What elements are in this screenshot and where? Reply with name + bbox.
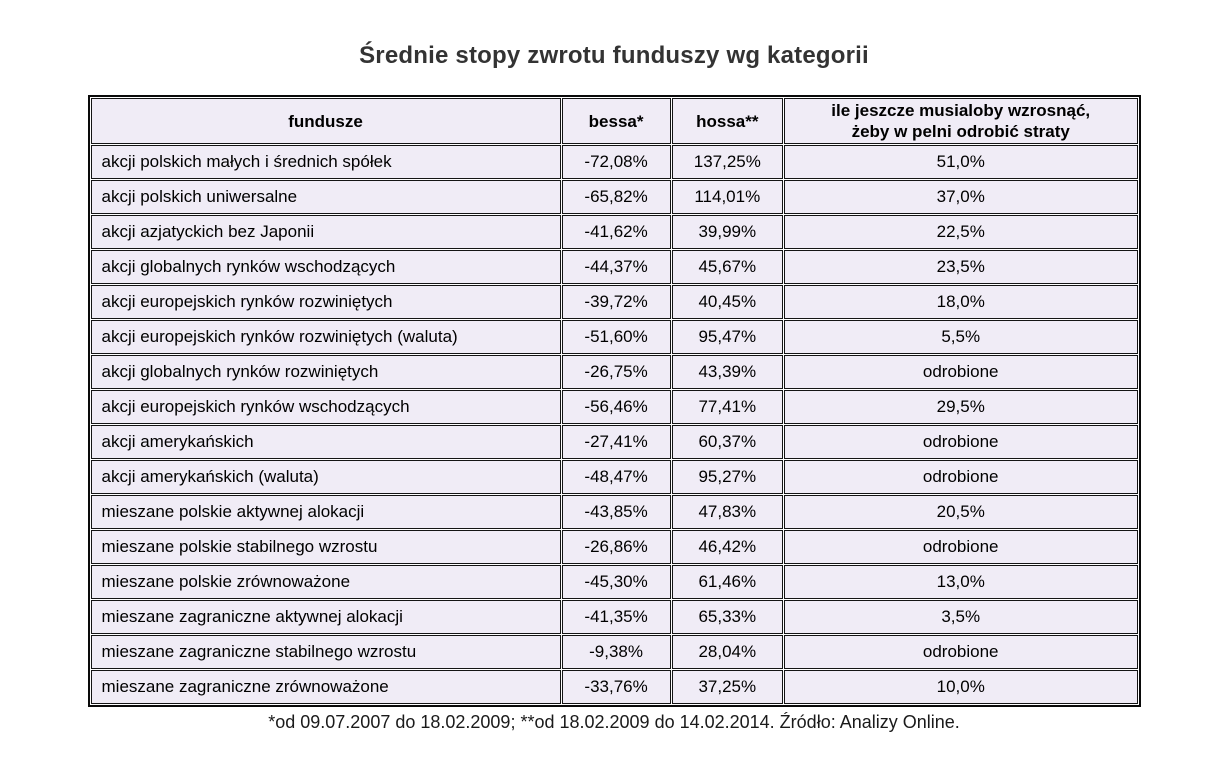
cell-bessa: -72,08%: [562, 145, 671, 179]
table-row: [91, 635, 1138, 669]
cell-fund-name: akcji polskich małych i średnich spółek: [91, 145, 561, 179]
cell-bessa: -26,86%: [562, 530, 671, 564]
cell-recovery: 37,0%: [784, 180, 1138, 214]
cell-hossa: 95,47%: [672, 320, 783, 354]
cell-fund-name: akcji amerykańskich (waluta): [91, 460, 561, 494]
cell-fund-name: akcji globalnych rynków wschodzących: [91, 250, 561, 284]
table-row: [91, 600, 1138, 634]
cell-fund-name: mieszane zagraniczne zrównoważone: [91, 670, 561, 704]
cell-bessa: -48,47%: [562, 460, 671, 494]
cell-recovery: 29,5%: [784, 390, 1138, 424]
cell-bessa: -51,60%: [562, 320, 671, 354]
table-header-row: [91, 98, 1138, 144]
cell-fund-name: akcji globalnych rynków rozwiniętych: [91, 355, 561, 389]
table-row: [91, 565, 1138, 599]
table-row: [91, 425, 1138, 459]
header-recovery-line2: żeby w pelni odrobić straty: [851, 122, 1070, 141]
table-row: [91, 530, 1138, 564]
cell-fund-name: akcji europejskich rynków rozwiniętych (waluta): [91, 320, 561, 354]
cell-fund-name: akcji europejskich rynków wschodzących: [91, 390, 561, 424]
header-cell-bessa: bessa*: [562, 98, 671, 144]
cell-recovery: 5,5%: [784, 320, 1138, 354]
cell-hossa: 61,46%: [672, 565, 783, 599]
cell-hossa: 137,25%: [672, 145, 783, 179]
cell-recovery: odrobione: [784, 635, 1138, 669]
table-row: [91, 460, 1138, 494]
cell-bessa: -33,76%: [562, 670, 671, 704]
cell-hossa: 45,67%: [672, 250, 783, 284]
cell-bessa: -44,37%: [562, 250, 671, 284]
table-row: [91, 670, 1138, 704]
cell-recovery: 20,5%: [784, 495, 1138, 529]
cell-bessa: -65,82%: [562, 180, 671, 214]
funds-table-body: [91, 145, 1138, 704]
cell-bessa: -56,46%: [562, 390, 671, 424]
header-cell-fundusze: fundusze: [91, 98, 561, 144]
header-recovery-line1: ile jeszcze musialoby wzrosnąć,: [831, 101, 1091, 120]
cell-fund-name: mieszane zagraniczne stabilnego wzrostu: [91, 635, 561, 669]
cell-recovery: 51,0%: [784, 145, 1138, 179]
header-cell-recovery: [784, 98, 1138, 144]
cell-bessa: -41,35%: [562, 600, 671, 634]
cell-hossa: 77,41%: [672, 390, 783, 424]
cell-hossa: 46,42%: [672, 530, 783, 564]
cell-bessa: -9,38%: [562, 635, 671, 669]
cell-bessa: -43,85%: [562, 495, 671, 529]
cell-hossa: 43,39%: [672, 355, 783, 389]
cell-bessa: -26,75%: [562, 355, 671, 389]
cell-bessa: -27,41%: [562, 425, 671, 459]
cell-hossa: 28,04%: [672, 635, 783, 669]
cell-hossa: 60,37%: [672, 425, 783, 459]
table-row: [91, 355, 1138, 389]
cell-bessa: -45,30%: [562, 565, 671, 599]
cell-fund-name: akcji europejskich rynków rozwiniętych: [91, 285, 561, 319]
cell-recovery: 13,0%: [784, 565, 1138, 599]
table-row: [91, 495, 1138, 529]
cell-recovery: 22,5%: [784, 215, 1138, 249]
cell-hossa: 39,99%: [672, 215, 783, 249]
cell-recovery: odrobione: [784, 460, 1138, 494]
table-row: [91, 285, 1138, 319]
cell-recovery: odrobione: [784, 355, 1138, 389]
cell-recovery: 23,5%: [784, 250, 1138, 284]
cell-recovery: 18,0%: [784, 285, 1138, 319]
table-row: [91, 215, 1138, 249]
table-row: [91, 145, 1138, 179]
cell-hossa: 37,25%: [672, 670, 783, 704]
cell-fund-name: akcji azjatyckich bez Japonii: [91, 215, 561, 249]
cell-bessa: -39,72%: [562, 285, 671, 319]
cell-hossa: 95,27%: [672, 460, 783, 494]
cell-hossa: 65,33%: [672, 600, 783, 634]
cell-fund-name: mieszane polskie zrównoważone: [91, 565, 561, 599]
table-row: [91, 180, 1138, 214]
cell-hossa: 40,45%: [672, 285, 783, 319]
table-row: [91, 250, 1138, 284]
footnote: *od 09.07.2007 do 18.02.2009; **od 18.02.2009 do 14.02.2014. Źródło: Analizy Online.: [268, 712, 960, 732]
cell-fund-name: akcji amerykańskich: [91, 425, 561, 459]
cell-fund-name: akcji polskich uniwersalne: [91, 180, 561, 214]
cell-fund-name: mieszane polskie stabilnego wzrostu: [91, 530, 561, 564]
cell-fund-name: mieszane polskie aktywnej alokacji: [91, 495, 561, 529]
table-row: [91, 320, 1138, 354]
header-cell-hossa: hossa**: [672, 98, 783, 144]
cell-recovery: odrobione: [784, 425, 1138, 459]
table-row: [91, 390, 1138, 424]
cell-recovery: 3,5%: [784, 600, 1138, 634]
cell-fund-name: mieszane zagraniczne aktywnej alokacji: [91, 600, 561, 634]
cell-recovery: 10,0%: [784, 670, 1138, 704]
page-title: Średnie stopy zwrotu funduszy wg kategorii: [359, 42, 869, 69]
cell-hossa: 47,83%: [672, 495, 783, 529]
cell-recovery: odrobione: [784, 530, 1138, 564]
funds-table: [88, 95, 1141, 707]
cell-bessa: -41,62%: [562, 215, 671, 249]
cell-hossa: 114,01%: [672, 180, 783, 214]
